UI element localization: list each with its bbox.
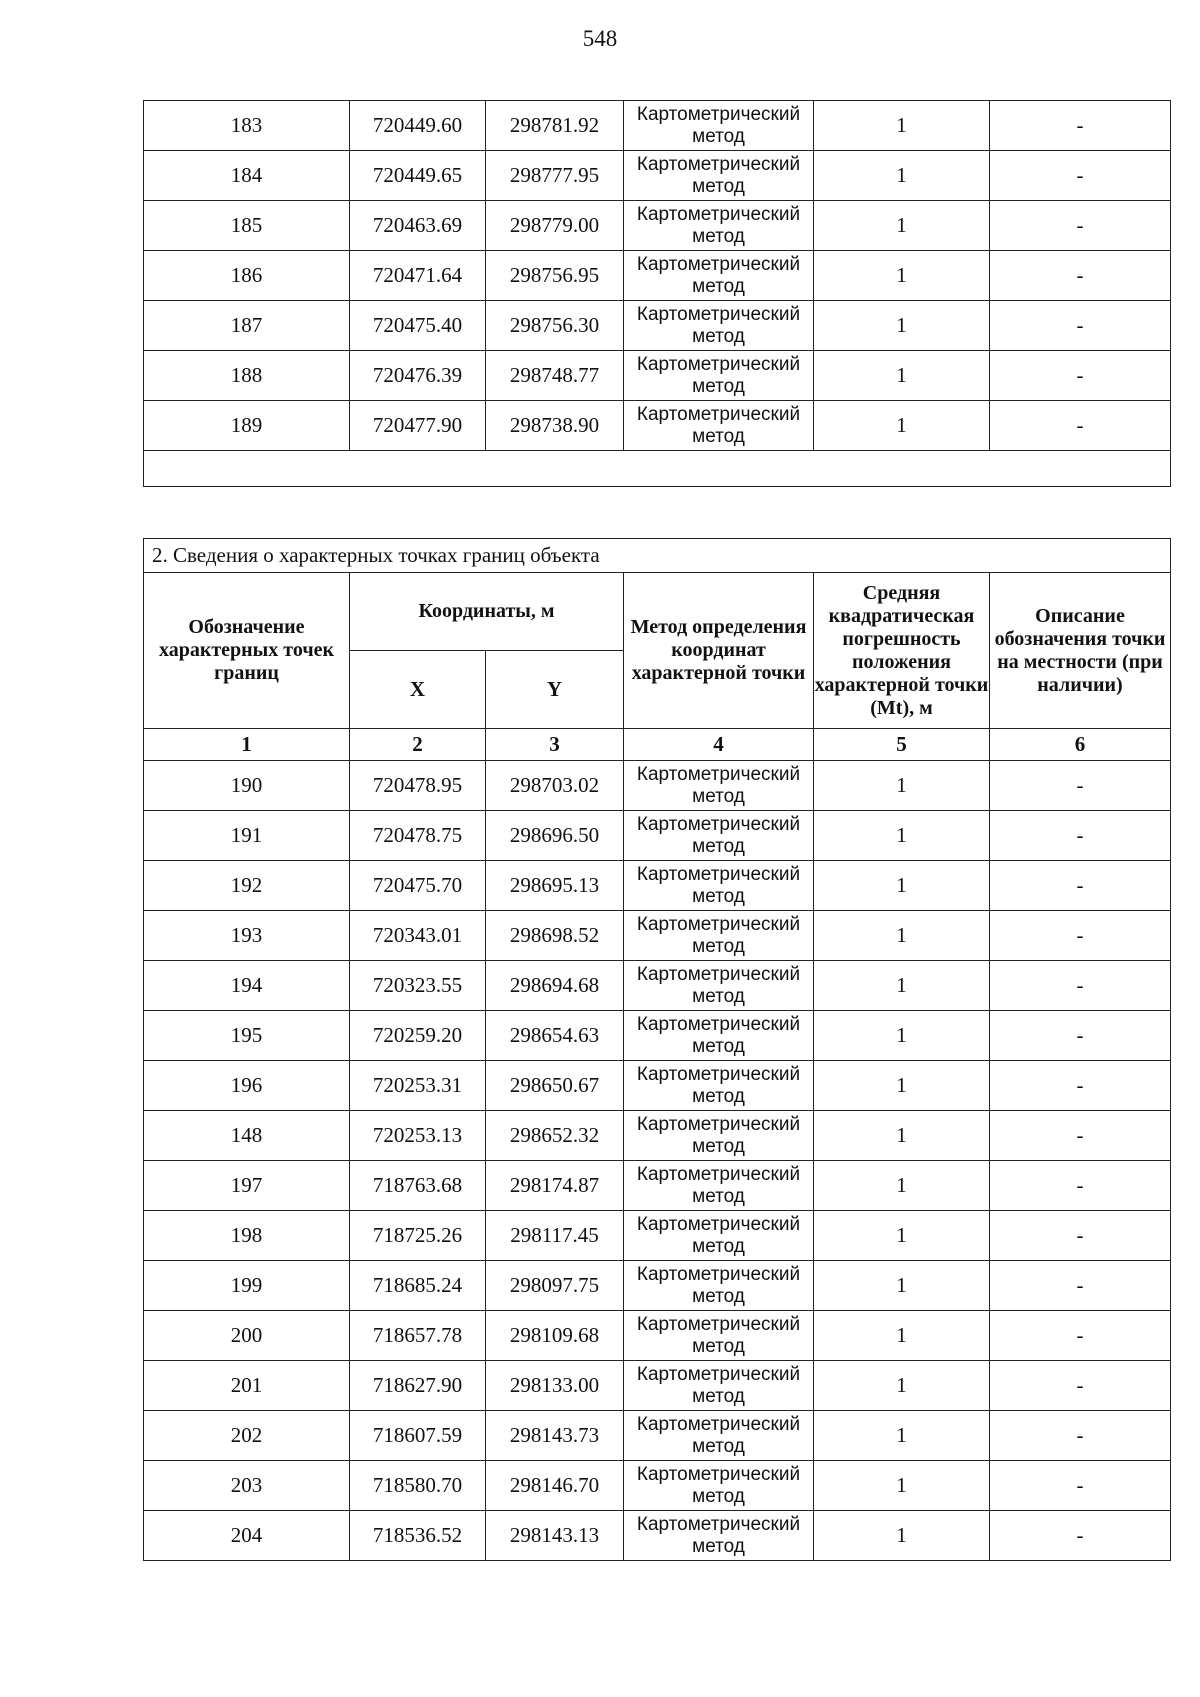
table-row [144, 351, 1171, 401]
method-cell: Картометрический метод [624, 1161, 814, 1211]
mt-cell: 1 [814, 1011, 990, 1061]
method-cell: Картометрический метод [624, 301, 814, 351]
description-cell: - [990, 861, 1171, 911]
x-cell: 720259.20 [350, 1011, 486, 1061]
point-cell: 186 [144, 251, 350, 301]
mt-cell: 1 [814, 1111, 990, 1161]
x-cell: 720475.70 [350, 861, 486, 911]
method-cell: Картометрический метод [624, 1461, 814, 1511]
description-cell: - [990, 761, 1171, 811]
mt-cell: 1 [814, 1261, 990, 1311]
point-cell: 190 [144, 761, 350, 811]
description-cell: - [990, 301, 1171, 351]
mt-cell: 1 [814, 1211, 990, 1261]
mt-cell: 1 [814, 151, 990, 201]
y-cell: 298650.67 [486, 1061, 624, 1111]
method-cell: Картометрический метод [624, 861, 814, 911]
table-row [144, 1161, 1171, 1211]
page-number: 548 [582, 26, 618, 51]
mt-cell: 1 [814, 401, 990, 451]
point-cell: 193 [144, 911, 350, 961]
header-mt: Средняя квадратическая погрешность положения характерной точки (Mt), м [814, 573, 990, 729]
mt-cell: 1 [814, 1361, 990, 1411]
y-cell: 298109.68 [486, 1311, 624, 1361]
point-cell: 198 [144, 1211, 350, 1261]
table-row [144, 761, 1171, 811]
method-cell: Картометрический метод [624, 761, 814, 811]
description-cell: - [990, 1061, 1171, 1111]
method-cell: Картометрический метод [624, 811, 814, 861]
column-number: 2 [350, 729, 486, 761]
column-number: 4 [624, 729, 814, 761]
x-cell: 720463.69 [350, 201, 486, 251]
x-cell: 720253.13 [350, 1111, 486, 1161]
point-cell: 196 [144, 1061, 350, 1111]
y-cell: 298133.00 [486, 1361, 624, 1411]
description-cell: - [990, 201, 1171, 251]
method-cell: Картометрический метод [624, 911, 814, 961]
point-cell: 187 [144, 301, 350, 351]
column-number: 6 [990, 729, 1171, 761]
table-row [144, 1111, 1171, 1161]
column-number: 1 [144, 729, 350, 761]
y-cell: 298698.52 [486, 911, 624, 961]
method-cell: Картометрический метод [624, 1261, 814, 1311]
method-cell: Картометрический метод [624, 101, 814, 151]
point-cell: 192 [144, 861, 350, 911]
y-cell: 298696.50 [486, 811, 624, 861]
y-cell: 298738.90 [486, 401, 624, 451]
point-cell: 200 [144, 1311, 350, 1361]
header-method: Метод определения координат характерной точки [624, 573, 814, 729]
table-row [144, 1511, 1171, 1561]
method-cell: Картометрический метод [624, 1061, 814, 1111]
table-row [144, 1261, 1171, 1311]
method-cell: Картометрический метод [624, 1361, 814, 1411]
mt-cell: 1 [814, 301, 990, 351]
point-cell: 195 [144, 1011, 350, 1061]
x-cell: 720323.55 [350, 961, 486, 1011]
x-cell: 718607.59 [350, 1411, 486, 1461]
y-cell: 298143.13 [486, 1511, 624, 1561]
x-cell: 720476.39 [350, 351, 486, 401]
description-cell: - [990, 401, 1171, 451]
y-cell: 298694.68 [486, 961, 624, 1011]
table-row [144, 1361, 1171, 1411]
column-number: 5 [814, 729, 990, 761]
point-cell: 148 [144, 1111, 350, 1161]
x-cell: 718580.70 [350, 1461, 486, 1511]
empty-cell [144, 451, 1171, 487]
y-cell: 298117.45 [486, 1211, 624, 1261]
x-cell: 720343.01 [350, 911, 486, 961]
description-cell: - [990, 1461, 1171, 1511]
point-cell: 194 [144, 961, 350, 1011]
x-cell: 718725.26 [350, 1211, 486, 1261]
table-row [144, 911, 1171, 961]
table-row [144, 301, 1171, 351]
boundary-points-table [143, 538, 1171, 1561]
description-cell: - [990, 961, 1171, 1011]
y-cell: 298174.87 [486, 1161, 624, 1211]
table-row [144, 1461, 1171, 1511]
method-cell: Картометрический метод [624, 1011, 814, 1061]
description-cell: - [990, 1311, 1171, 1361]
description-cell: - [990, 101, 1171, 151]
description-cell: - [990, 151, 1171, 201]
description-cell: - [990, 811, 1171, 861]
x-cell: 718763.68 [350, 1161, 486, 1211]
description-cell: - [990, 911, 1171, 961]
table-row [144, 1311, 1171, 1361]
x-cell: 718627.90 [350, 1361, 486, 1411]
mt-cell: 1 [814, 101, 990, 151]
table-row [144, 1011, 1171, 1061]
y-cell: 298703.02 [486, 761, 624, 811]
y-cell: 298756.30 [486, 301, 624, 351]
point-cell: 188 [144, 351, 350, 401]
mt-cell: 1 [814, 811, 990, 861]
x-cell: 718685.24 [350, 1261, 486, 1311]
description-cell: - [990, 251, 1171, 301]
x-cell: 720471.64 [350, 251, 486, 301]
description-cell: - [990, 1511, 1171, 1561]
mt-cell: 1 [814, 911, 990, 961]
section-title: 2. Сведения о характерных точках границ объекта [144, 539, 1171, 573]
mt-cell: 1 [814, 351, 990, 401]
x-cell: 720478.95 [350, 761, 486, 811]
table-row [144, 1211, 1171, 1261]
y-cell: 298777.95 [486, 151, 624, 201]
method-cell: Картометрический метод [624, 151, 814, 201]
y-cell: 298756.95 [486, 251, 624, 301]
y-cell: 298695.13 [486, 861, 624, 911]
header-coordinates: Координаты, м [350, 573, 624, 651]
header-x: X [350, 651, 486, 729]
point-cell: 197 [144, 1161, 350, 1211]
mt-cell: 1 [814, 1061, 990, 1111]
table-2-header [144, 539, 1171, 761]
mt-cell: 1 [814, 251, 990, 301]
y-cell: 298146.70 [486, 1461, 624, 1511]
y-cell: 298748.77 [486, 351, 624, 401]
table-row [144, 401, 1171, 451]
table-row [144, 151, 1171, 201]
table-row [144, 861, 1171, 911]
description-cell: - [990, 1161, 1171, 1211]
point-cell: 202 [144, 1411, 350, 1461]
method-cell: Картометрический метод [624, 351, 814, 401]
mt-cell: 1 [814, 201, 990, 251]
point-cell: 184 [144, 151, 350, 201]
point-cell: 185 [144, 201, 350, 251]
x-cell: 720253.31 [350, 1061, 486, 1111]
mt-cell: 1 [814, 1511, 990, 1561]
point-cell: 199 [144, 1261, 350, 1311]
method-cell: Картометрический метод [624, 1111, 814, 1161]
method-cell: Картометрический метод [624, 201, 814, 251]
description-cell: - [990, 1111, 1171, 1161]
table-2-body [144, 761, 1171, 1561]
header-point-designation: Обозначение характерных точек границ [144, 573, 350, 729]
description-cell: - [990, 1361, 1171, 1411]
description-cell: - [990, 1211, 1171, 1261]
point-cell: 203 [144, 1461, 350, 1511]
method-cell: Картометрический метод [624, 1211, 814, 1261]
y-cell: 298779.00 [486, 201, 624, 251]
mt-cell: 1 [814, 961, 990, 1011]
method-cell: Картометрический метод [624, 1511, 814, 1561]
mt-cell: 1 [814, 1161, 990, 1211]
table-row [144, 961, 1171, 1011]
point-cell: 191 [144, 811, 350, 861]
coordinates-table-continued [143, 100, 1171, 487]
mt-cell: 1 [814, 1311, 990, 1361]
point-cell: 201 [144, 1361, 350, 1411]
x-cell: 718536.52 [350, 1511, 486, 1561]
table-row [144, 101, 1171, 151]
column-number: 3 [486, 729, 624, 761]
method-cell: Картометрический метод [624, 1411, 814, 1461]
point-cell: 189 [144, 401, 350, 451]
mt-cell: 1 [814, 1461, 990, 1511]
y-cell: 298097.75 [486, 1261, 624, 1311]
method-cell: Картометрический метод [624, 251, 814, 301]
table-row [144, 1411, 1171, 1461]
y-cell: 298143.73 [486, 1411, 624, 1461]
empty-row [144, 451, 1171, 487]
x-cell: 720478.75 [350, 811, 486, 861]
y-cell: 298654.63 [486, 1011, 624, 1061]
method-cell: Картометрический метод [624, 1311, 814, 1361]
header-description: Описание обозначения точки на местности (при наличии) [990, 573, 1171, 729]
table-row [144, 811, 1171, 861]
table-row [144, 1061, 1171, 1111]
description-cell: - [990, 1411, 1171, 1461]
table-1-body [144, 101, 1171, 487]
x-cell: 720477.90 [350, 401, 486, 451]
description-cell: - [990, 1011, 1171, 1061]
table-row [144, 201, 1171, 251]
table-row [144, 251, 1171, 301]
point-cell: 204 [144, 1511, 350, 1561]
header-y: Y [486, 651, 624, 729]
y-cell: 298652.32 [486, 1111, 624, 1161]
method-cell: Картометрический метод [624, 961, 814, 1011]
x-cell: 718657.78 [350, 1311, 486, 1361]
method-cell: Картометрический метод [624, 401, 814, 451]
x-cell: 720449.65 [350, 151, 486, 201]
point-cell: 183 [144, 101, 350, 151]
x-cell: 720449.60 [350, 101, 486, 151]
description-cell: - [990, 351, 1171, 401]
mt-cell: 1 [814, 1411, 990, 1461]
description-cell: - [990, 1261, 1171, 1311]
y-cell: 298781.92 [486, 101, 624, 151]
x-cell: 720475.40 [350, 301, 486, 351]
mt-cell: 1 [814, 761, 990, 811]
mt-cell: 1 [814, 861, 990, 911]
